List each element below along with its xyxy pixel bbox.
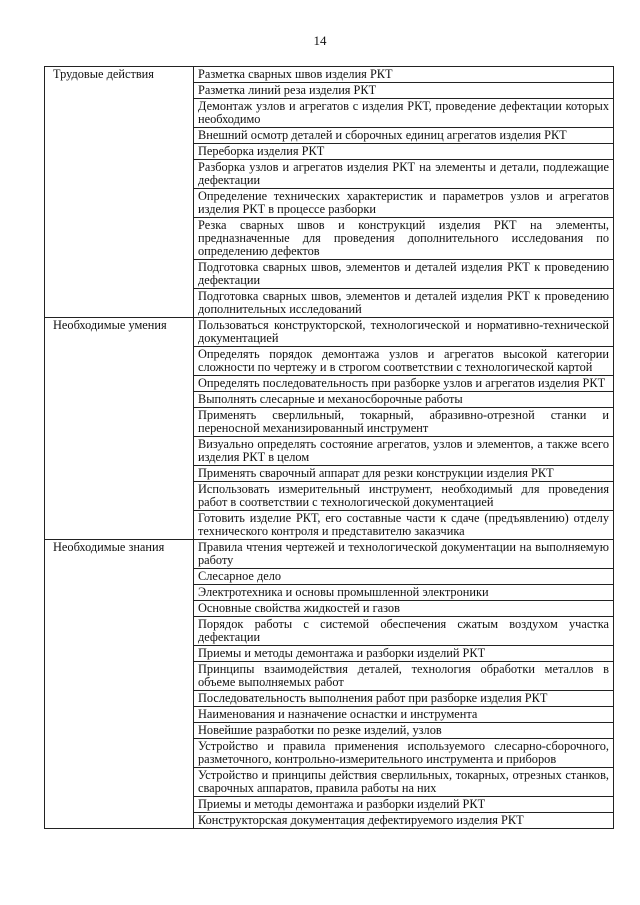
requirement-item: Устройство и правила применения используемого слесарно-сборочного, разметочного, контрольно-измерительного инструмента и приборов: [194, 739, 614, 768]
requirement-item: Использовать измерительный инструмент, необходимый для проведения работ в соответствии с технологической документацией: [194, 482, 614, 511]
requirement-item: Конструкторская документация дефектируемого изделия РКТ: [194, 813, 614, 829]
table-row: [45, 67, 614, 83]
requirement-item: Внешний осмотр деталей и сборочных единиц агрегатов изделия РКТ: [194, 128, 614, 144]
requirement-item: Слесарное дело: [194, 569, 614, 585]
requirement-item: Демонтаж узлов и агрегатов с изделия РКТ, проведение дефектации которых необходимо: [194, 99, 614, 128]
requirement-item: Определение технических характеристик и параметров узлов и агрегатов изделия РКТ в процессе разборки: [194, 189, 614, 218]
table-row: [45, 318, 614, 347]
requirement-item: Применять сверлильный, токарный, абразивно-отрезной станки и переносной механизированный инструмент: [194, 408, 614, 437]
section-label: Трудовые действия: [45, 67, 194, 318]
requirement-item: Выполнять слесарные и механосборочные работы: [194, 392, 614, 408]
requirement-item: Применять сварочный аппарат для резки конструкции изделия РКТ: [194, 466, 614, 482]
requirement-item: Подготовка сварных швов, элементов и деталей изделия РКТ к проведению дефектации: [194, 260, 614, 289]
requirement-item: Порядок работы с системой обеспечения сжатым воздухом участка дефектации: [194, 617, 614, 646]
requirement-item: Разборка узлов и агрегатов изделия РКТ на элементы и детали, подлежащие дефектации: [194, 160, 614, 189]
requirement-item: Резка сварных швов и конструкций изделия РКТ на элементы, предназначенные для проведения дополнительного исследования по определению дефектов: [194, 218, 614, 260]
requirement-item: Наименования и назначение оснастки и инструмента: [194, 707, 614, 723]
requirement-item: Устройство и принципы действия сверлильных, токарных, отрезных станков, сварочных аппаратов, правила работы на них: [194, 768, 614, 797]
requirement-item: Новейшие разработки по резке изделий, узлов: [194, 723, 614, 739]
section-label: Необходимые знания: [45, 540, 194, 829]
requirement-item: Определять порядок демонтажа узлов и агрегатов высокой категории сложности по чертежу и в строгом соответствии с технологической картой: [194, 347, 614, 376]
requirement-item: Принципы взаимодействия деталей, технология обработки металлов в объеме выполняемых работ: [194, 662, 614, 691]
section-label: Необходимые умения: [45, 318, 194, 540]
requirement-item: Приемы и методы демонтажа и разборки изделий РКТ: [194, 797, 614, 813]
requirement-item: Разметка линий реза изделия РКТ: [194, 83, 614, 99]
requirement-item: Электротехника и основы промышленной электроники: [194, 585, 614, 601]
requirement-item: Разметка сварных швов изделия РКТ: [194, 67, 614, 83]
requirement-item: Последовательность выполнения работ при разборке изделия РКТ: [194, 691, 614, 707]
requirement-item: Переборка изделия РКТ: [194, 144, 614, 160]
requirement-item: Основные свойства жидкостей и газов: [194, 601, 614, 617]
requirement-item: Правила чтения чертежей и технологической документации на выполняемую работу: [194, 540, 614, 569]
requirement-item: Визуально определять состояние агрегатов, узлов и элементов, а также всего изделия РКТ в целом: [194, 437, 614, 466]
requirement-item: Готовить изделие РКТ, его составные части к сдаче (предъявлению) отделу технического контроля и представителю заказчика: [194, 511, 614, 540]
requirement-item: Пользоваться конструкторской, технологической и нормативно-технической документацией: [194, 318, 614, 347]
page-number: 14: [313, 33, 327, 48]
requirement-item: Определять последовательность при разборке узлов и агрегатов изделия РКТ: [194, 376, 614, 392]
requirement-item: Подготовка сварных швов, элементов и деталей изделия РКТ к проведению дополнительных исследований: [194, 289, 614, 318]
requirements-table: [44, 66, 614, 829]
requirement-item: Приемы и методы демонтажа и разборки изделий РКТ: [194, 646, 614, 662]
table-row: [45, 540, 614, 569]
